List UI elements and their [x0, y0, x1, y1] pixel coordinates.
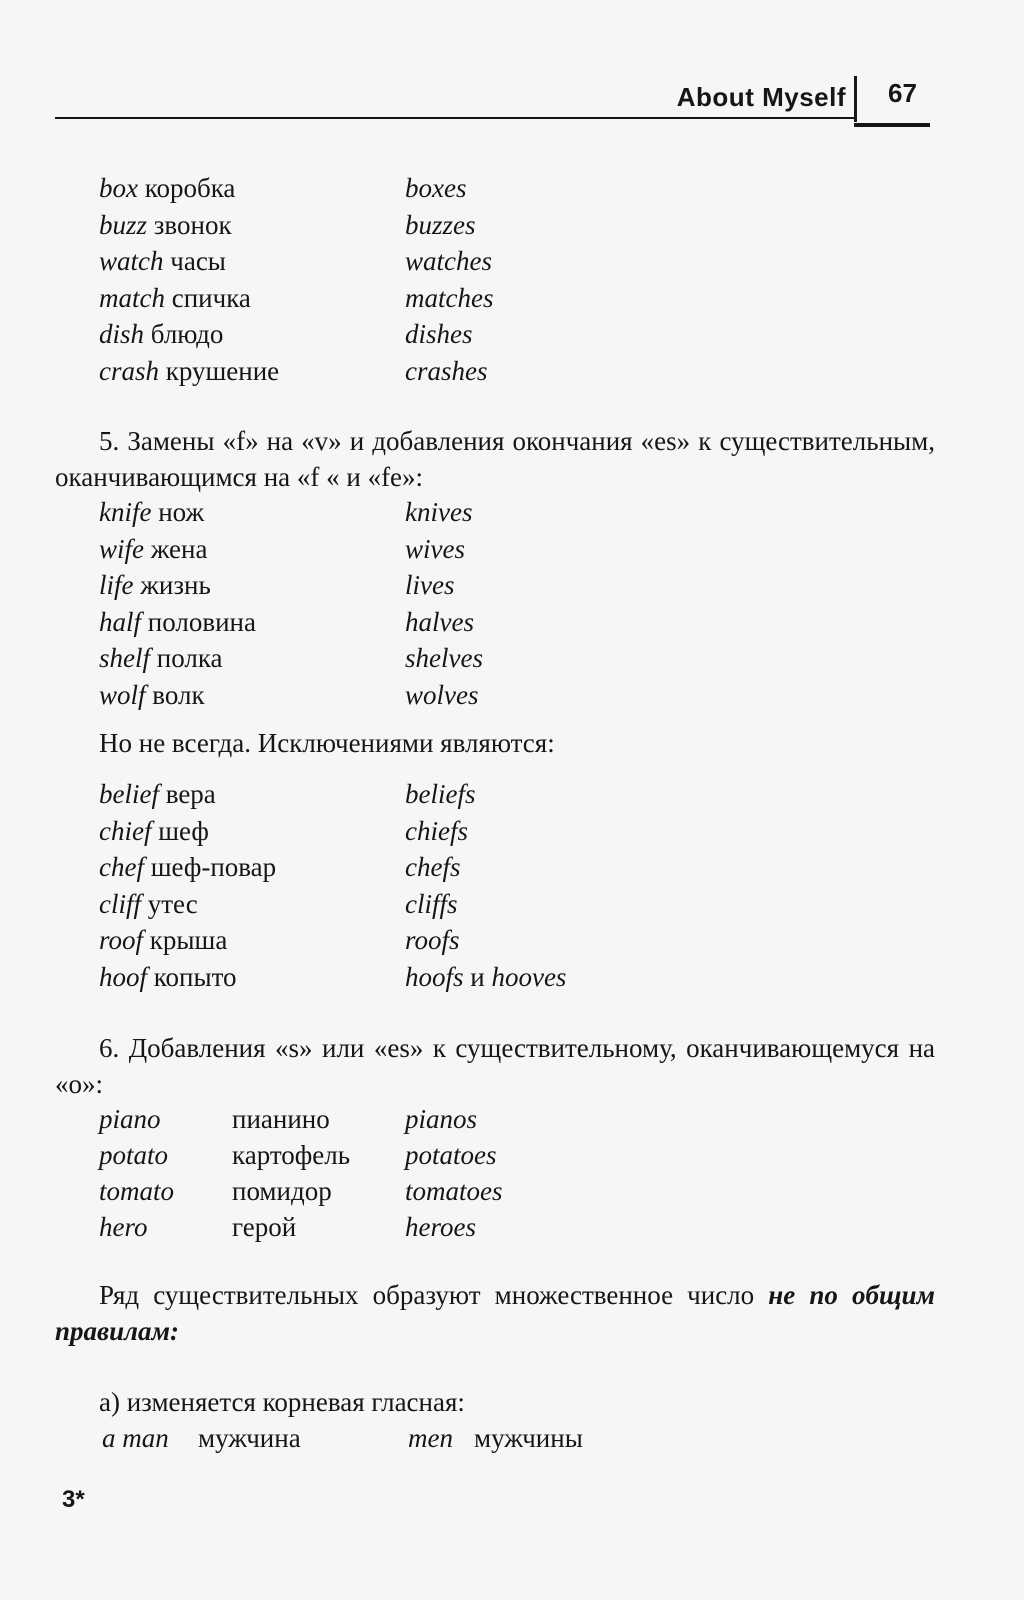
exceptions-intro: Но не всегда. Исключениями являются: [99, 728, 555, 758]
word-ru: помидор [232, 1176, 332, 1206]
word-list-exceptions [99, 776, 567, 996]
word-plural: chefs [405, 852, 461, 883]
word-plural: chiefs [405, 815, 468, 846]
word-ru: звонок [153, 209, 232, 240]
word-plural: cliffs [405, 888, 458, 919]
list-item [99, 243, 492, 280]
word-ru: блюдо [150, 319, 224, 350]
example-row [102, 1420, 702, 1456]
word-plural: tomatoes [405, 1176, 503, 1206]
word-en: belief [99, 779, 159, 809]
word-plural: matches [405, 282, 494, 313]
header-rule-accent [854, 123, 930, 127]
word-plural: potatoes [405, 1140, 497, 1170]
word-en: roof [99, 925, 144, 956]
word-plural: beliefs [405, 779, 476, 809]
word-plural-a: hoofs [405, 961, 464, 992]
word-ru: картофель [232, 1140, 351, 1170]
signature-mark: 3* [62, 1486, 85, 1513]
word-ru: вера [165, 779, 216, 809]
word-en: crash [99, 355, 159, 386]
word-en: dish [99, 319, 145, 350]
word-ru: жена [150, 533, 208, 564]
word-plural: pianos [405, 1104, 478, 1134]
word-en: wife [99, 533, 144, 564]
word-plural: roofs [405, 925, 460, 956]
word-ru: крушение [165, 355, 280, 386]
word-ru: пианино [232, 1104, 330, 1134]
word-en: hoof [99, 961, 148, 992]
word-plural: buzzes [405, 209, 476, 240]
page-number: 67 [888, 78, 917, 108]
list-item [99, 886, 458, 923]
word-en: chef [99, 852, 144, 883]
word-plural: wolves [405, 679, 479, 710]
list-item [99, 677, 479, 714]
word-en: buzz [99, 209, 148, 240]
list-item [99, 849, 461, 886]
list-item [99, 170, 467, 207]
irregular-emphasis: не по общим правилам: [55, 1280, 936, 1346]
section-5-heading: 5. Замены «f» на «v» и добавления окончания «es» к существительным, оканчивающимся на «f « и «fe»: [55, 426, 935, 492]
word-plural: men [408, 1423, 453, 1453]
word-plural: crashes [405, 355, 488, 386]
word-ru: спичка [171, 282, 251, 313]
running-title: About Myself [676, 82, 846, 112]
word-ru: утес [147, 888, 198, 919]
word-ru: шеф [158, 815, 209, 846]
word-en: chief [99, 815, 152, 846]
word-plural: dishes [405, 319, 473, 350]
word-en: wolf [99, 679, 146, 710]
word-en: cliff [99, 888, 141, 919]
list-item [99, 813, 468, 850]
word-en: shelf [99, 643, 150, 674]
word-plural: boxes [405, 173, 467, 203]
word-plural: heroes [405, 1212, 476, 1242]
word-plural-b: hooves [491, 961, 567, 992]
word-en: potato [99, 1140, 169, 1170]
list-item [99, 604, 474, 641]
word-plural: wives [405, 533, 465, 564]
section-6-heading: 6. Добавления «s» или «es» к существительному, оканчивающемуся на «o»: [55, 1033, 935, 1099]
vowel-change-note: а) изменяется корневая гласная: [99, 1387, 465, 1417]
irregular-intro [55, 1277, 935, 1349]
word-en: knife [99, 497, 152, 527]
word-plural: knives [405, 497, 473, 527]
conjunction: и [470, 961, 485, 992]
list-item [99, 494, 473, 531]
list-item [99, 316, 473, 353]
list-item [99, 776, 476, 813]
word-list-f-v [99, 494, 483, 714]
list-item [99, 640, 483, 677]
word-ru: мужчина [198, 1423, 301, 1453]
word-en: watch [99, 246, 164, 277]
word-ru: часы [170, 246, 226, 277]
list-item [99, 922, 460, 959]
list-item [99, 959, 567, 996]
word-ru: герой [232, 1212, 297, 1242]
word-ru: крыша [149, 925, 228, 956]
list-item [99, 280, 494, 317]
word-plural: lives [405, 570, 455, 601]
word-ru: половина [147, 606, 256, 637]
word-en: box [99, 173, 138, 203]
word-en: match [99, 282, 165, 313]
word-plural-ru: мужчины [474, 1423, 583, 1453]
word-ru: жизнь [140, 570, 211, 601]
word-en: a man [102, 1423, 169, 1453]
word-en: hero [99, 1212, 148, 1242]
list-item [99, 207, 476, 244]
word-plural: shelves [405, 643, 483, 674]
word-en: tomato [99, 1176, 175, 1206]
word-plural: halves [405, 606, 474, 637]
header-rule [55, 117, 855, 119]
word-plural: watches [405, 246, 492, 277]
list-item [99, 531, 465, 568]
list-item [99, 567, 455, 604]
irregular-text: Ряд существительных образуют множественное число [99, 1280, 755, 1310]
word-ru: волк [152, 679, 205, 710]
word-en: piano [99, 1104, 161, 1134]
word-plural [405, 959, 566, 995]
word-ru: шеф-повар [150, 852, 277, 883]
word-en: life [99, 570, 134, 601]
word-ru: коробка [144, 173, 236, 203]
word-ru: полка [156, 643, 223, 674]
word-list-es [99, 170, 494, 390]
word-ru: нож [158, 497, 205, 527]
list-item [99, 353, 488, 390]
header-separator [854, 76, 857, 122]
word-en: half [99, 606, 142, 637]
word-ru: копыто [153, 961, 237, 992]
